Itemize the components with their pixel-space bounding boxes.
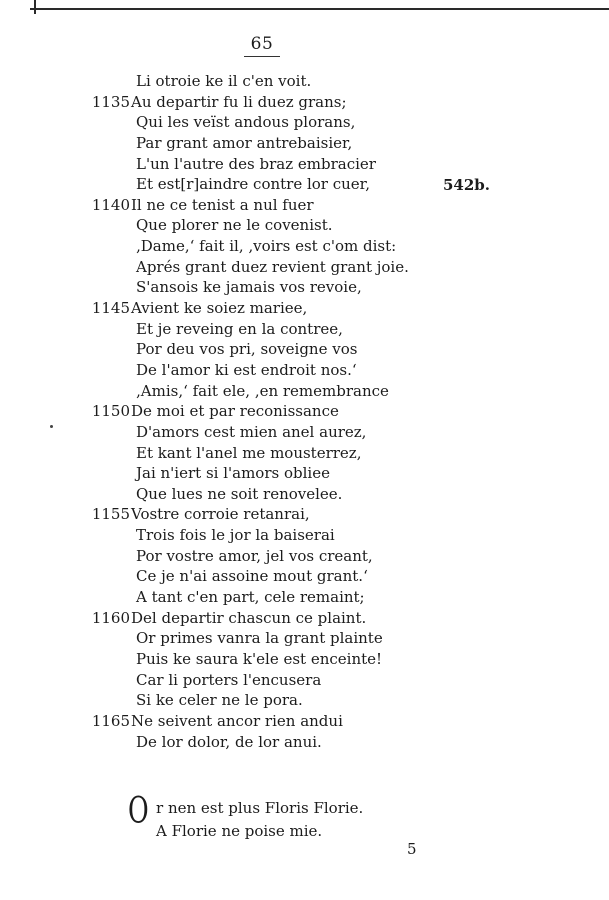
verse-line xyxy=(0,112,609,133)
verse-number: 1160 xyxy=(91,608,130,627)
verse-line xyxy=(0,504,609,525)
verse-line xyxy=(0,339,609,360)
verse-text: Car li porters l'encusera xyxy=(136,670,322,689)
verse-text: Trois fois le jor la baiserai xyxy=(136,526,335,545)
verse-text: Del departir chascun ce plaint. xyxy=(131,608,367,627)
verse-line xyxy=(0,711,609,732)
verse-text: L'un l'autre des braz embracier xyxy=(136,154,376,173)
verse-text: D'amors cest mien anel aurez, xyxy=(136,422,367,441)
verse-number: 1145 xyxy=(91,299,130,318)
verse-line xyxy=(0,133,609,154)
verse-line xyxy=(0,319,609,340)
verse-line xyxy=(0,257,609,278)
verse-text: Por deu vos pri, soveigne vos xyxy=(136,340,358,359)
verse-line xyxy=(0,463,609,484)
verse-line xyxy=(0,690,609,711)
verse-text: Or primes vanra la grant plainte xyxy=(136,629,383,648)
verse-text: Vostre corroie retanrai, xyxy=(131,505,310,524)
verse-text: A tant c'en part, cele remaint; xyxy=(136,588,365,607)
verse-text: De l'amor ki est endroit nos.‘ xyxy=(136,360,357,379)
drop-initial: O xyxy=(128,791,149,832)
scan-border-top xyxy=(30,8,609,10)
signature-mark: 5 xyxy=(407,840,417,858)
verse-text: Jai n'iert si l'amors obliee xyxy=(136,464,330,483)
verse-text: De moi et par reconissance xyxy=(131,402,339,421)
verse-line xyxy=(0,71,609,92)
verse-line xyxy=(0,443,609,464)
verse-text: S'ansois ke jamais vos revoie, xyxy=(136,278,362,297)
verse-number: 1140 xyxy=(91,195,130,214)
verse-text: Il ne ce tenist a nul fuer xyxy=(131,195,314,214)
verse-line xyxy=(0,628,609,649)
verse-line xyxy=(0,174,609,195)
verse-text: Puis ke saura k'ele est enceinte! xyxy=(136,649,383,668)
verse-text: Au departir fu li duez grans; xyxy=(131,92,347,111)
verse-text: Por vostre amor, jel vos creant, xyxy=(136,546,373,565)
verse-line xyxy=(0,566,609,587)
verse-line xyxy=(0,215,609,236)
verse-block xyxy=(0,71,609,752)
verse-number: 1155 xyxy=(91,505,130,524)
verse-text: Par grant amor antrebaisier, xyxy=(136,133,353,152)
verse-line xyxy=(0,484,609,505)
verse-text: De lor dolor, de lor anui. xyxy=(136,732,322,751)
verse-text: Que plorer ne le covenist. xyxy=(136,216,333,235)
verse-line xyxy=(0,670,609,691)
section-line-2: A Florie ne poise mie. xyxy=(156,822,323,840)
verse-line xyxy=(0,587,609,608)
verse-text: Ne seivent ancor rien andui xyxy=(131,711,343,730)
verse-number: 1165 xyxy=(91,711,130,730)
verse-line xyxy=(0,360,609,381)
verse-line xyxy=(0,154,609,175)
margin-folio-note: 542b. xyxy=(443,176,491,194)
verse-number: 1135 xyxy=(91,92,130,111)
verse-line xyxy=(0,401,609,422)
scan-border-left xyxy=(34,0,36,14)
verse-line xyxy=(0,277,609,298)
verse-text: Et est[r]aindre contre lor cuer, xyxy=(136,175,370,194)
verse-text: ‚Amis,‘ fait ele, ‚en remembrance xyxy=(136,381,389,400)
verse-line xyxy=(0,649,609,670)
verse-text: Et kant l'anel me mousterrez, xyxy=(136,443,362,462)
verse-text: Qui les veïst andous plorans, xyxy=(136,113,356,132)
verse-line xyxy=(0,92,609,113)
page-number-underline xyxy=(244,56,280,57)
verse-text: Ce je n'ai assoine mout grant.‘ xyxy=(136,567,368,586)
verse-line xyxy=(0,422,609,443)
margin-speck xyxy=(50,425,53,428)
page-number: 65 xyxy=(250,34,274,54)
verse-line xyxy=(0,236,609,257)
verse-line xyxy=(0,195,609,216)
verse-text: Avient ke soiez mariee, xyxy=(131,299,308,318)
verse-text: Li otroie ke il c'en voit. xyxy=(136,72,312,90)
verse-line xyxy=(0,298,609,319)
verse-text: Si ke celer ne le pora. xyxy=(136,691,303,710)
verse-line xyxy=(0,732,609,753)
verse-line xyxy=(0,381,609,402)
verse-line xyxy=(0,525,609,546)
section-line-1: r nen est plus Floris Florie. xyxy=(156,799,364,817)
verse-text: Et je reveing en la contree, xyxy=(136,319,343,338)
verse-text: Aprés grant duez revient grant joie. xyxy=(136,257,409,276)
verse-text: ‚Dame,‘ fait il, ‚voirs est c'om dist: xyxy=(136,237,397,256)
verse-text: Que lues ne soit renovelee. xyxy=(136,484,343,503)
verse-number: 1150 xyxy=(91,402,130,421)
verse-line xyxy=(0,608,609,629)
verse-line xyxy=(0,546,609,567)
